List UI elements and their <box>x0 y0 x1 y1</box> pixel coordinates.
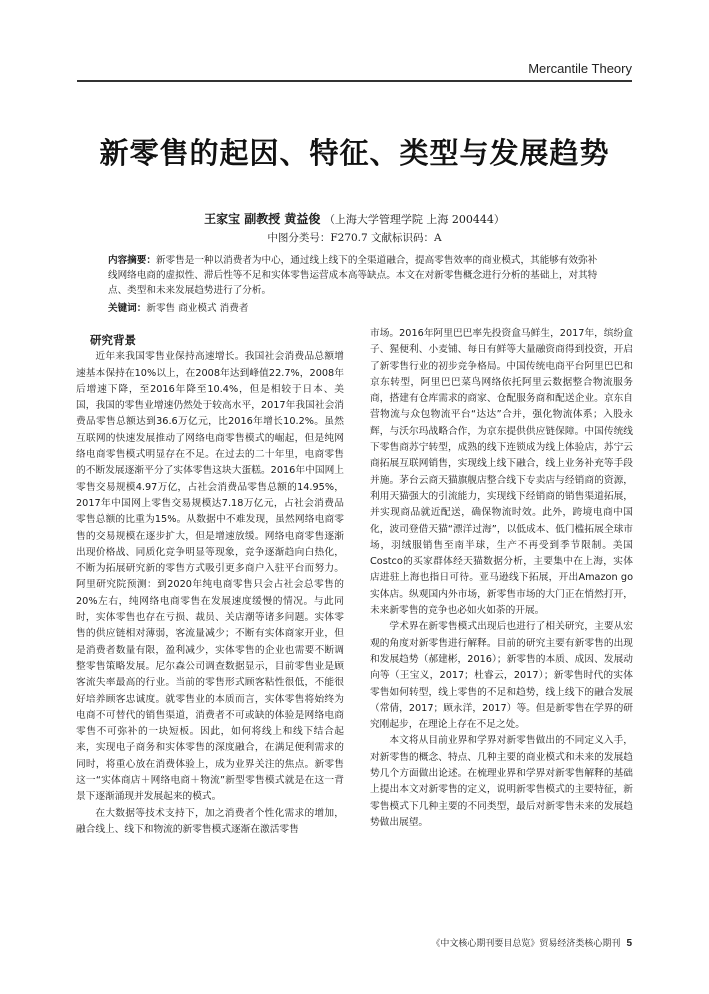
header-rule <box>77 80 632 82</box>
body-paragraph: 本文将从目前业界和学界对新零售做出的不同定义入手，对新零售的概念、特点、几种主要的商业模式和未来的发展趋势几个方面做出论述。在梳理业界和学界对新零售解释的基础上提出本文对新零售的定义，说明新零售模式的主要特征，新零售模式下几种主要的不同类型，最后对新零售未来的发展趋势做出展望。 <box>370 735 633 828</box>
paper-title: 新零售的起因、特征、类型与发展趋势 <box>99 136 610 170</box>
section-title: 研究背景 <box>90 333 136 347</box>
body-paragraph: 市场。2016年阿里巴巴率先投资盒马鲜生，2017年，缤纷盒子、猩便利、小麦铺、每日有鲜等大量融资商得到投资，开启了新零售行业的初步竞争格局。中国传统电商平台阿里巴巴和京东转型，阿里巴巴菜鸟网络依托阿里云数据整合物流服务商，搭建有仓库需求的商家、仓配服务商和配送企业。京东自营物流与众包物流平台“达达”合并，强化物流体系；入股永辉，与沃尔玛战略合作，为京东提供供应链保障。中国传统线下零售商苏宁转型，成熟的线下连锁成为线上体验店，苏宁云商拓展互联网销售，实现线上线下融合，线上业务补充等手段并施。茅台云商天猫旗舰店整合线下专卖店与经销商的资源，利用天猫强大的引流能力，实现线下经销商的销售渠道拓展，并实现商品就近配送，确保物流时效。此外，跨境电商中国化，波司登借天猫“漂洋过海”，以低成本、低门槛拓展全球市场，羽绒服销售至南半球，生产不再受到季节限制。美国Costco的买家群体经天猫数据分析，主要集中在上海，实体店进驻上海也指日可待。亚马逊线下拓展，开出Amazon go实体店。纵观国内外市场，新零售市场的大门正在悄然打开，未来新零售的竞争也必如火如荼的开展。 <box>370 328 633 617</box>
abstract <box>108 253 602 298</box>
body-paragraph: 学术界在新零售模式出现后也进行了相关研究，主要从宏观的角度对新零售进行解释。目前的研究主要有新零售的出现和发展趋势（郝建彬，2016）；新零售的本质、成因、发展动向等（王宝义，2017；杜睿云，2017）；新零售时代的实体零售如何转型，线上零售的不足和趋势，线上线下的融合发展（常倩，2017；顾永洋，2017）等。但是新零售在学界的研究刚起步，在理论上存在不足之处。 <box>370 621 633 731</box>
body-paragraph: 在大数据等技术支持下，加之消费者个性化需求的增加，融合线上、线下和物流的新零售模式逐渐在激活零售 <box>76 807 344 835</box>
classification-line: 中图分类号：F270.7 文献标识码：A <box>267 232 442 244</box>
body-paragraph: 近年来我国零售业保持高速增长。我国社会消费品总额增速基本保持在10%以上，在2008年达到峰值22.7%，2008年后增速下降，至2016年降至10.4%，但是相较于日本、美国，我国的零售业增速仍然处于较高水平，2017年我国社会消费品零售总额达到36.6万亿元，比2016年增长10.2%。虽然互联网的快速发展推动了网络电商零售模式的崛起，但是纯网络电商零售模式明显存在不足。在过去的二十年里，电商零售的不断发展逐渐平分了实体零售这块大蛋糕。2016年中国网上零售交易规模4.97万亿，占社会消费品零售总额的14.95%，2017年中国网上零售交易规模达7.18万亿元，占社会消费品零售总额的比重为15%。从数据中不难发现，虽然网络电商零售的交易规模在逐步扩大，但是增速放缓。网络电商零售逐渐出现价格战、同质化竞争明显等现象，竞争逐渐趋向白热化，不断为拓展研究新的零售方式吸引更多商户入驻平台而努力。阿里研究院预测：到2020年纯电商零售只会占社会总零售的20%左右，纯网络电商零售在发展速度缓慢的情况。与此同时，实体零售也存在亏损、裁员、关店潮等诸多问题。实体零售的供应链相对薄弱，客流量减少；不断有实体商家开业，但是消费者数量有限，盈利减少，实体零售的企业也需要不断调整零售策略发展。尼尔森公司调查数据显示，目前零售业是顾客流失率最高的行业。当前的零售形式顾客粘性很低，不能很好培养顾客忠诚度。就零售业的本质而言，实体零售将始终为电商不可替代的销售渠道，消费者不可或缺的体验是网络电商零售不可弥补的一块短板。因此，如何将线上和线下结合起来，实现电子商务和实体零售的深度融合，在满足便利需求的同时，将重心放在消费体验上，成为业界关注的焦点。新零售这一“实体商店＋网络电商＋物流”新型零售模式就是在这一背景下逐渐涌现并发展起来的模式。 <box>76 351 344 803</box>
keywords-text: 新零售 商业模式 消费者 <box>146 303 249 314</box>
author-line <box>0 210 709 227</box>
page-number: 5 <box>626 938 632 949</box>
footer-journal: 《中文核心期刊要目总览》贸易经济类核心期刊 <box>431 938 621 948</box>
author-affiliation: （上海大学管理学院 上海 200444） <box>323 213 505 226</box>
author-names: 王家宝 副教授 黄益俊 <box>204 212 321 226</box>
abstract-text: 新零售是一种以消费者为中心，通过线上线下的全渠道融合，提高零售效率的商业模式，其能够有效弥补线网络电商的虚拟性、滞后性等不足和实体零售运营成本高等缺点。本文在对新零售概念进行分析的基础上，对其特点、类型和未来发展趋势进行了分析。 <box>108 255 598 296</box>
abstract-label: 内容摘要： <box>108 255 156 266</box>
keywords <box>108 300 602 314</box>
left-column <box>76 332 344 838</box>
right-column <box>370 326 633 831</box>
header-label: Mercantile Theory <box>528 61 632 76</box>
keywords-label: 关键词： <box>108 303 147 314</box>
page-footer <box>431 936 632 949</box>
